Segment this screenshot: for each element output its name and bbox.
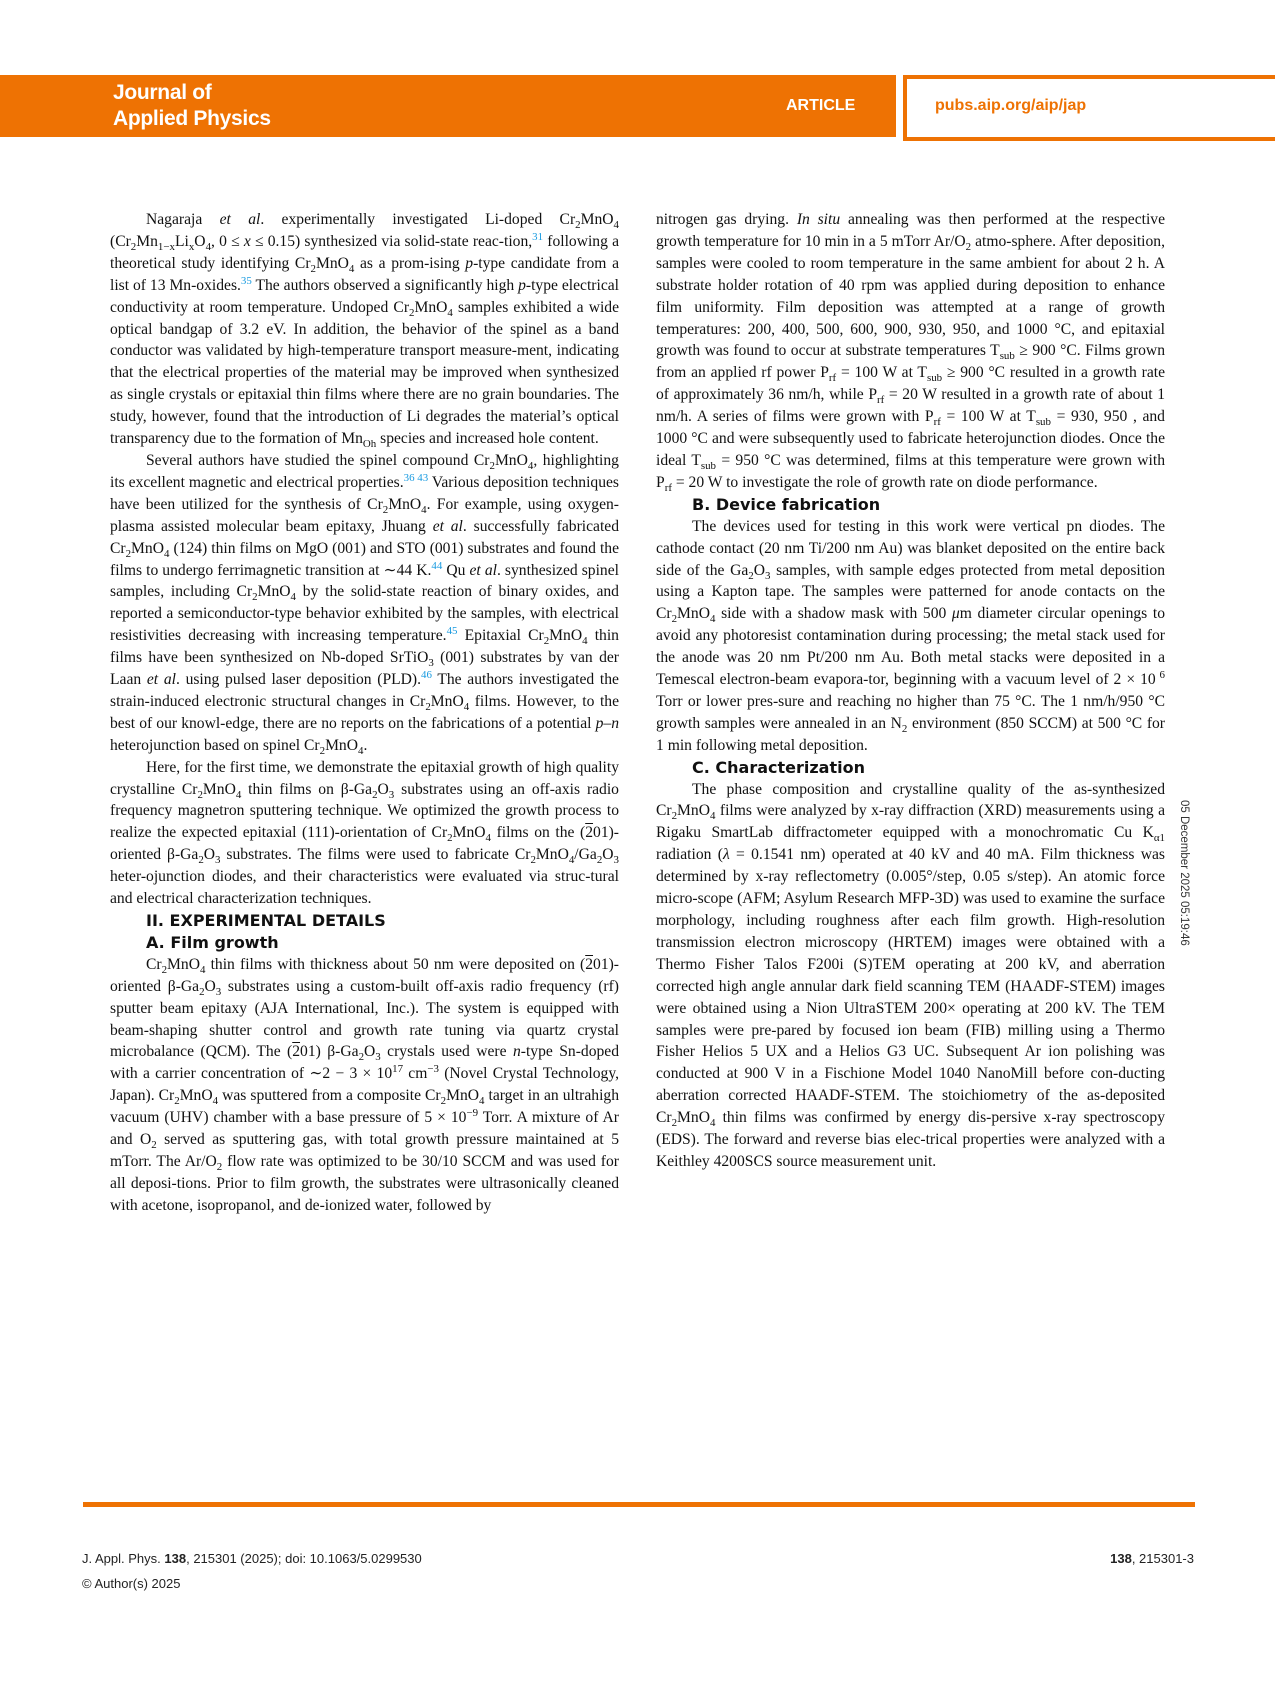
- copyright-line: © Author(s) 2025: [82, 1576, 181, 1591]
- subsection-heading-device-fabrication: B. Device fabrication: [692, 494, 881, 514]
- paragraph-several-authors: Several authors have studied the spinel compound $Cr_2MnO_4$, highlighting its excellent magnetic and electrical properties.$^{36 43}$ Various deposition techniques have been utilized for the synthesis of $Cr_2MnO_4$. For example, using oxygen-plasma assisted molecular beam epitaxy, Jhuang et al. successfully fabricated $Cr_2MnO_4$ (124) thin films on MgO (001) and STO (001) substrates and found the films to undergo ferrimagnetic transition at ∼44 K.$^{44}$ Qu et al. synthesized spinel samples, including $Cr_2MnO_4$ by the solid-state reaction of binary oxides, and reported a semiconductor-type behavior exhibited by the samples, with electrical resistivities decreasing with increasing temperature.$^{45}$ Epitaxial $Cr_2MnO_4$ thin films have been synthesized on Nb-doped SrTiO$_3$ (001) substrates by van der Laan et al. using pulsed laser deposition (PLD).$^{46}$ The authors investigated the strain-induced electronic structural changes in $Cr_2MnO_4$ films. However, to the best of our knowl-edge, there are no reports on the fabrications of a potential p–n heterojunction based on spinel $Cr_2MnO_4$.: [110, 451, 619, 757]
- journal-title-line2: Applied Physics: [113, 107, 271, 130]
- article-type-label: ARTICLE: [786, 97, 856, 114]
- page-number: 138, 215301-3: [1110, 1551, 1194, 1566]
- footer-citation: [82, 1546, 422, 1596]
- paragraph-film-growth: $Cr_2MnO_4$ thin films with thickness about 50 nm were deposited on (201)-oriented $\beta-Ga_2O_3$ substrates using a custom-built off-axis radio frequency (rf) sputter beam epitaxy (AJA International, Inc.). The system is equipped with beam-shaping shutter control and growth rate tuning via quartz crystal microbalance (QCM). The (201) $\beta-Ga_2O_3$ crystals used were n-type Sn-doped with a carrier concentration of ∼2 − $3 \times 10^{17}$ $cm^{-3}$ (Novel Crystal Technology, Japan). $Cr_2MnO_4$ was sputtered from a composite $Cr_2MnO_4$ target in an ultrahigh vacuum (UHV) chamber with a base pressure of $5 \times 10^{-9}$ Torr. A mixture of Ar and $O_2$ served as sputtering gas, with total growth pressure maintained at 5 mTorr. The $Ar/O_2$ flow rate was optimized to be 30/10 SCCM and was used for all deposi-tions. Prior to film growth, the substrates were ultrasonically cleaned with acetone, isopropanol, and de-ionized water, followed by: [110, 955, 620, 1214]
- download-timestamp: 05 December 2025 05:19:46: [1178, 800, 1190, 946]
- journal-url-link[interactable]: pubs.aip.org/aip/jap: [935, 97, 1087, 114]
- citation-link[interactable]: 36 43: [403, 471, 429, 484]
- paragraph-device-fabrication: The devices used for testing in this work were vertical pn diodes. The cathode contact (20 nm Ti/200 nm Au) was blanket deposited on the entire back side of the $Ga_2O_3$ samples, with sample edges protected from metal deposition using a Kapton tape. The samples were patterned for anode contacts on the $Cr_2MnO_4$ side with a shadow mask with 500 μm diameter circular openings to avoid any photoresist contamination during processing; the metal stack used for the anode was 20 nm Pt/200 nm Au. Both metal stacks were deposited in a Temescal electron-beam evapora-tor, beginning with a vacuum level of 2 × 10 $^6$ Torr or lower pres-sure and reaching no higher than 75 °C. The 1 nm/h/950 °C growth samples were annealed in an $N_2$ environment (850 SCCM) at 500 °C for 1 min following metal deposition.: [656, 517, 1166, 754]
- subsection-heading-film-growth: A. Film growth: [146, 932, 279, 952]
- paragraph-growth-continued: nitrogen gas drying. In situ annealing was then performed at the respective growth temperature for 10 min in a 5 mTorr $Ar/O_2$ atmo-sphere. After deposition, samples were cooled to room temperature in the same ambient for about 2 h. A substrate holder rotation of 40 rpm was applied during deposition to enhance film uniformity. Film deposition was attempted at a range of growth temperatures: 200, 400, 500, 600, 900, 930, 950, and 1000 °C, and epitaxial growth was found to occur at substrate temperatures $T_{sub} \ge 900$ °C. Films grown from an applied rf power $P_{rf} = 100$ W at $T_{sub} \ge 900$ °C resulted in a growth rate of approximately 36 nm/h, while $P_{rf} = 20$ W resulted in a growth rate of about 1 nm/h. A series of films were grown with $P_{rf} = 100$ W at $T_{sub} = 930$, 950 , and 1000 °C and were subsequently used to fabricate heterojunction diodes. Once the ideal $T_{sub} = 950$ °C was determined, films at this temperature were grown with $P_{rf} = 20$ W to investigate the role of growth rate on diode performance.: [656, 211, 1166, 494]
- section-heading-experimental-details: II. EXPERIMENTAL DETAILS: [146, 911, 386, 930]
- journal-title-line1: Journal of: [113, 81, 212, 104]
- paragraph-here-first-time: Here, for the first time, we demonstrate the epitaxial growth of high quality crystalline $Cr_2MnO_4$ thin films on $\beta-Ga_2O_3$ substrates using an off-axis radio frequency magnetron sputtering technique. We optimized the growth process to realize the expected epitaxial (111)-orientation of $Cr_2MnO_4$ films on the (201)-oriented $\beta-Ga_2O_3$ substrates. The films were used to fabricate $Cr_2MnO_4/Ga_2O_3$ heter-ojunction diodes, and their characteristics were evaluated via struc-tural and electrical characterization techniques.: [110, 758, 619, 908]
- right-column: [656, 209, 1165, 1173]
- citation-link[interactable]: 44: [431, 559, 443, 572]
- journal-title: [113, 80, 271, 132]
- citation-link[interactable]: 45: [446, 625, 458, 638]
- citation-link[interactable]: 35: [240, 274, 252, 287]
- footer-divider: [83, 1502, 1195, 1507]
- paragraph-characterization: The phase composition and crystalline quality of the as-synthesized $Cr_2MnO_4$ films were analyzed by x-ray diffraction (XRD) measurements using a Rigaku SmartLab diffractometer equipped with a monochromatic Cu $K_{\alpha 1}$ radiation (λ = 0.1541 nm) operated at 40 kV and 40 mA. Film thickness was determined by x-ray reflectometry (0.005°/step, 0.05 s/step). An atomic force micro-scope (AFM; Asylum Research MFP-3D) was used to examine the surface morphology, including roughness after each film growth. High-resolution transmission electron microscopy (HRTEM) images were obtained with a Thermo Fisher Talos F200i (S)TEM operating at 200 kV, and aberration corrected high angle annular dark field scanning TEM (HAADF-STEM) images were obtained using a Nion UltraSTEM 200× operating at 200 kV. The TEM samples were pre-pared by focused ion beam (FIB) milling using a Thermo Fisher Helios 5 UX and a Helios G3 UC. Subsequent Ar ion polishing was conducted at 900 V in a Fischione Model 1040 NanoMill before con-ducting aberration corrected HAADF-STEM. The stoichiometry of the as-deposited $Cr_2MnO_4$ thin films was confirmed by energy dis-persive x-ray spectroscopy (EDS). The forward and reverse bias elec-trical properties were analyzed with a Keithley 4200SCS source measurement unit.: [656, 780, 1166, 1170]
- citation-line: J. Appl. Phys. 138, 215301 (2025); doi: 10.1063/5.0299530: [82, 1551, 422, 1566]
- left-column: [110, 209, 619, 1217]
- paragraph-nagaraja: Nagaraja et al. experimentally investigated Li-doped $Cr_2MnO_4$ ($Cr_2Mn_{1-x}Li_xO_4$, 0 ≤ x ≤ 0.15) synthesized via solid-state reac-tion,$^{31}$ following a theoretical study identifying $Cr_2MnO_4$ as a prom-ising p-type candidate from a list of 13 Mn-oxides.$^{35}$ The authors observed a significantly high p-type electrical conductivity at room temperature. Undoped $Cr_2MnO_4$ samples exhibited a wide optical bandgap of 3.2 eV. In addition, the behavior of the spinel as a band conductor was validated by high-temperature transport measure-ment, indicating that the electrical properties of the material may be improved when synthesized as single crystals or epitaxial thin films where there are no grain boundaries. The study, however, found that the introduction of Li degrades the material’s optical transparency due to the formation of $Mn_{Oh}$ species and increased hole content.: [110, 211, 620, 451]
- citation-link[interactable]: 31: [532, 230, 544, 243]
- citation-link[interactable]: 46: [421, 668, 432, 681]
- subsection-heading-characterization: C. Characterization: [692, 757, 865, 777]
